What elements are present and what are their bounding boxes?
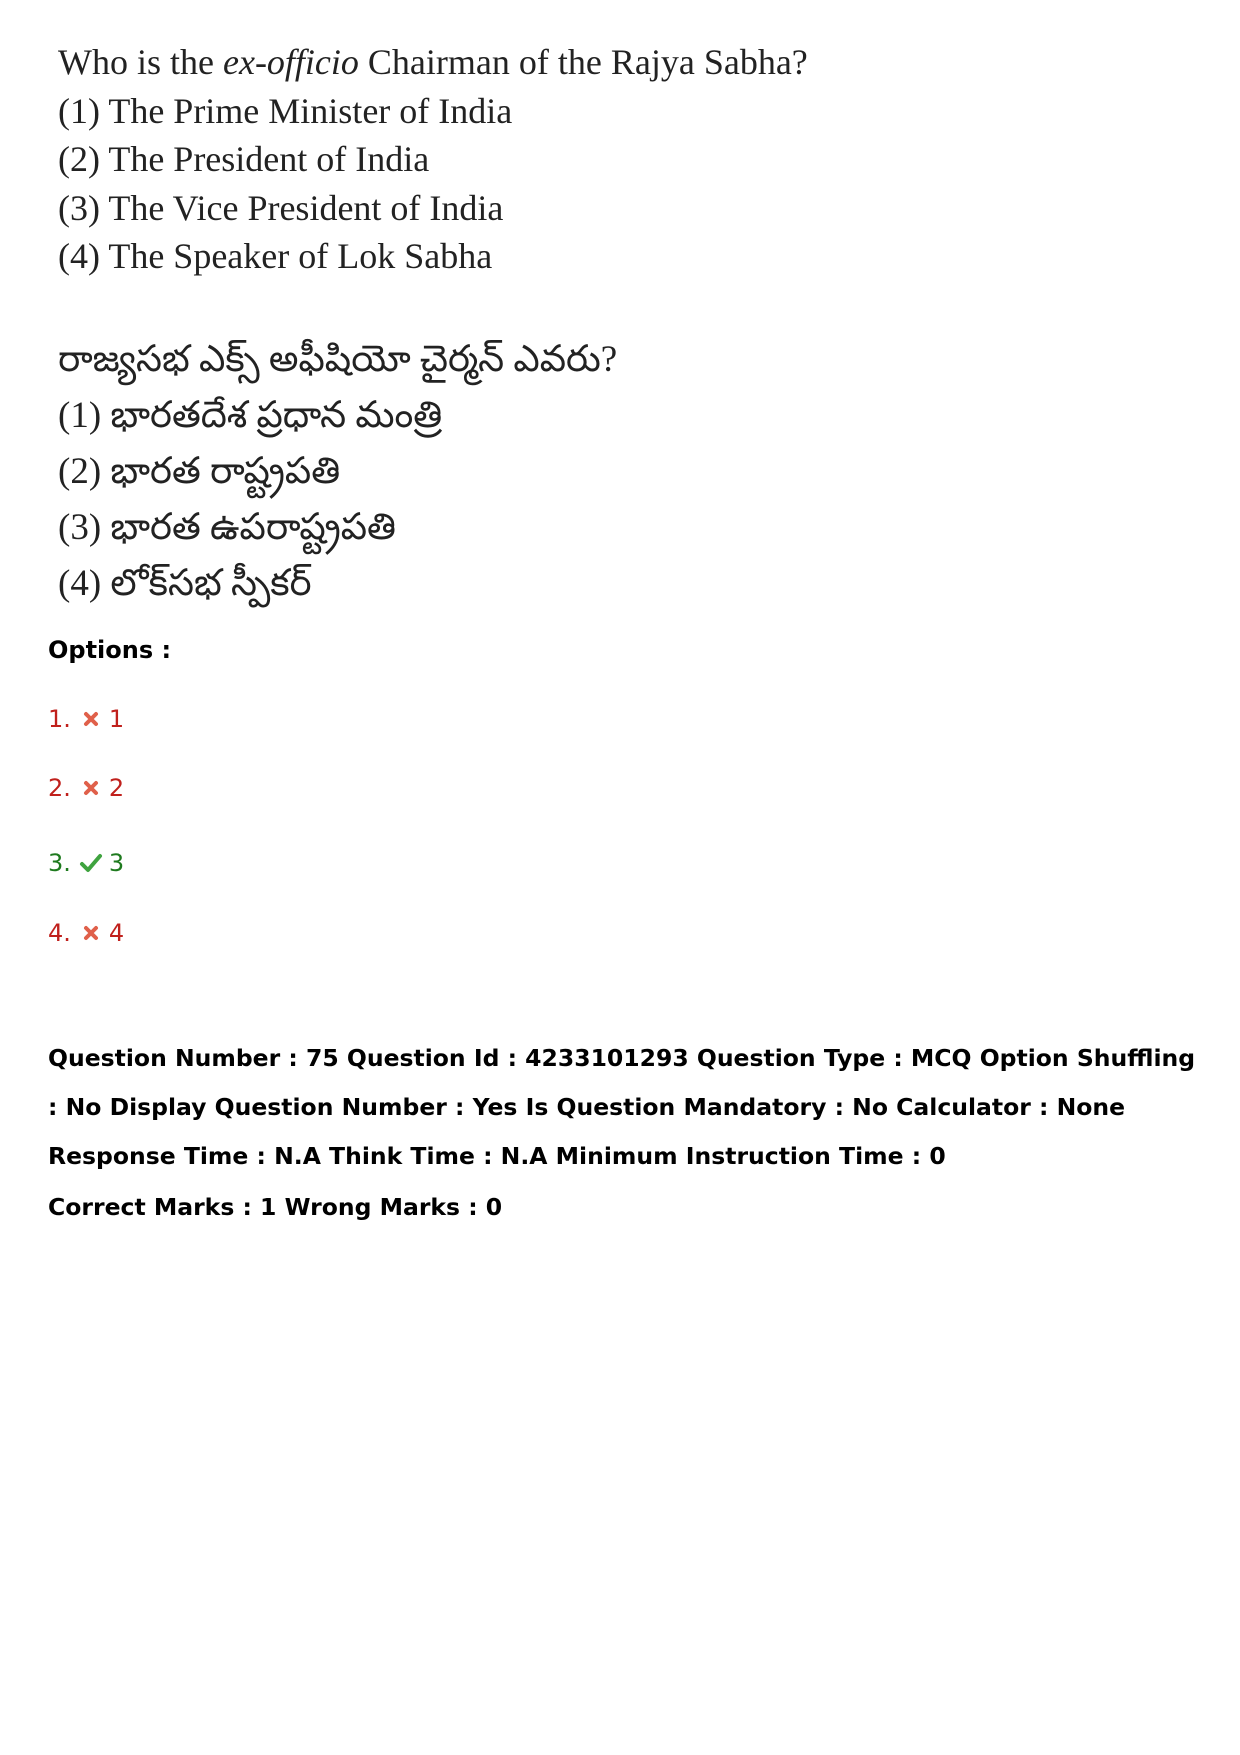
question-choice-2: (2) The President of India [58, 139, 430, 179]
cross-icon [79, 921, 103, 945]
option-value: 3 [108, 849, 125, 877]
option-number: 4. [48, 919, 71, 947]
question-stem-end: Chairman of the Rajya Sabha? [358, 42, 808, 82]
telugu-choice-2: (2) భారత రాష్ట్రపతి [58, 451, 341, 492]
question-stem-italic: ex-officio [222, 42, 359, 82]
option-value: 1 [108, 705, 125, 733]
telugu-stem: రాజ్యసభ ఎక్స్ అఫీషియో చైర్మన్ ఎవరు? [58, 339, 618, 380]
option-4 [48, 919, 124, 947]
option-number: 3. [48, 849, 71, 877]
question-telugu [58, 332, 1158, 612]
question-stem-start: Who is the [58, 42, 223, 82]
option-number: 1. [48, 705, 71, 733]
question-english [58, 38, 1158, 281]
marks-info: Correct Marks : 1 Wrong Marks : 0 [48, 1193, 503, 1221]
question-metadata: Question Number : 75 Question Id : 4233101293 Question Type : MCQ Option Shuffling : No Display Question Number : Yes Is Question Mandatory : No Calculator : None Response Time : N.A Think Time : N.A Minimum Instruction Time : 0 [48, 1044, 1196, 1170]
cross-icon [79, 707, 103, 731]
telugu-choice-4: (4) లోక్‌సభ స్పీకర్ [58, 563, 312, 604]
option-2 [48, 774, 124, 802]
question-stem [58, 38, 1158, 87]
option-3 [48, 849, 124, 877]
options-label: Options : [48, 636, 172, 664]
telugu-choice-1: (1) భారతదేశ ప్రధాన మంత్రి [58, 395, 443, 436]
option-value: 2 [108, 774, 125, 802]
option-value: 4 [108, 919, 125, 947]
question-choice-3: (3) The Vice President of India [58, 187, 504, 228]
question-choice-1: (1) The Prime Minister of India [58, 90, 513, 131]
cross-icon [79, 776, 103, 800]
question-choice-4: (4) The Speaker of Lok Sabha [58, 236, 493, 276]
check-icon [79, 851, 103, 875]
option-number: 2. [48, 774, 71, 802]
telugu-choice-3: (3) భారత ఉపరాష్ట్రపతి [58, 507, 396, 548]
option-1 [48, 705, 124, 733]
